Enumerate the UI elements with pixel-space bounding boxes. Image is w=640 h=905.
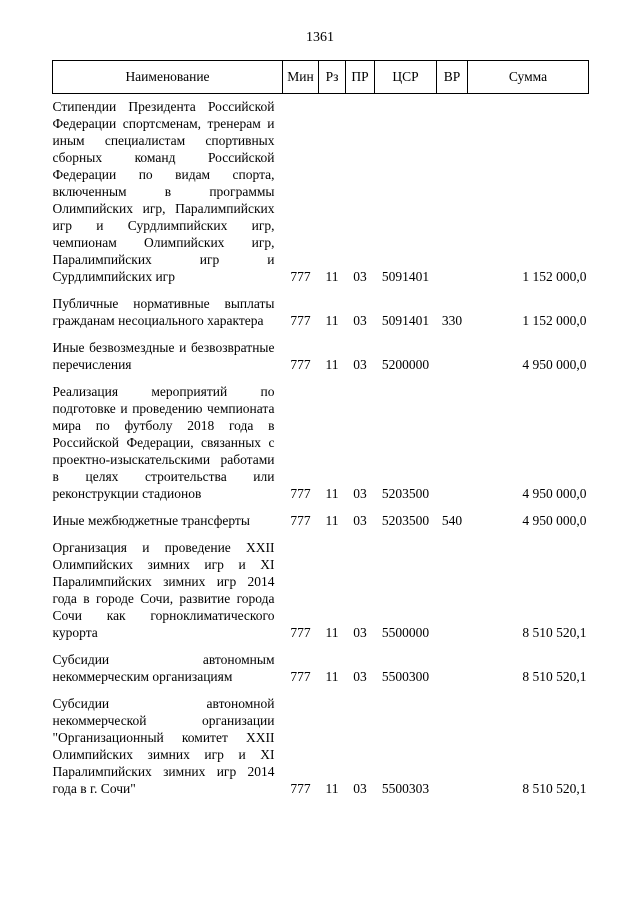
row-vr: 330	[441, 313, 463, 328]
row-summa: 8 510 520,1	[522, 781, 587, 796]
row-vr	[437, 647, 468, 691]
table-row	[53, 379, 589, 508]
table-header-row	[53, 61, 589, 94]
table-row	[53, 691, 589, 803]
row-summa: 4 950 000,0	[522, 357, 587, 372]
row-pr: 03	[353, 669, 367, 684]
row-rz: 11	[325, 357, 339, 372]
table-row	[53, 335, 589, 379]
row-vr	[437, 379, 468, 508]
row-pr: 03	[353, 625, 367, 640]
header-pr: ПР	[346, 61, 375, 94]
row-min: 777	[290, 269, 311, 284]
table-row	[53, 508, 589, 535]
page-number: 1361	[306, 30, 334, 45]
row-name: Публичные нормативные выплаты гражданам несоциального характера	[52, 296, 275, 328]
row-name: Иные межбюджетные трансферты	[52, 513, 250, 528]
row-name: Реализация мероприятий по подготовке и проведению чемпионата мира по футболу 2018 года в Российской Федерации, связанных с проектно-изыскательскими работами в целях строительства или реконструкции стадионов	[52, 384, 275, 501]
row-min: 777	[290, 625, 311, 640]
table-row	[53, 647, 589, 691]
header-vr: ВР	[437, 61, 468, 94]
row-min: 777	[290, 357, 311, 372]
row-min: 777	[290, 669, 311, 684]
row-rz: 11	[325, 669, 339, 684]
row-summa: 4 950 000,0	[522, 486, 587, 501]
row-pr: 03	[353, 781, 367, 796]
row-name: Субсидии автономным некоммерческим организациям	[52, 652, 275, 684]
row-vr	[437, 335, 468, 379]
row-csr: 5203500	[381, 513, 430, 528]
row-name: Стипендии Президента Российской Федерации спортсменам, тренерам и иным специалистам спортивных сборных команд Российской Федерации по видам спорта, включенным в программы Олимпийских игр, Паралимпийских игр и Сурдлимпийских игр, чемпионам Олимпийских игр, Паралимпийских игр и Сурдлимпийских игр	[52, 99, 275, 284]
row-vr: 540	[441, 513, 463, 528]
row-pr: 03	[353, 357, 367, 372]
row-csr: 5091401	[381, 269, 430, 284]
row-rz: 11	[325, 625, 339, 640]
header-min: Мин	[283, 61, 319, 94]
table-row	[53, 291, 589, 335]
row-pr: 03	[353, 486, 367, 501]
row-pr: 03	[353, 513, 367, 528]
row-rz: 11	[325, 313, 339, 328]
row-csr: 5500300	[381, 669, 430, 684]
row-rz: 11	[325, 269, 339, 284]
header-name: Наименование	[53, 61, 283, 94]
row-summa: 8 510 520,1	[522, 625, 587, 640]
row-rz: 11	[325, 781, 339, 796]
row-name: Организация и проведение XXII Олимпийских зимних игр и XI Паралимпийских зимних игр 2014 года в городе Сочи, развитие города Сочи как горноклиматического курорта	[52, 540, 275, 640]
table-row	[53, 94, 589, 292]
row-summa: 8 510 520,1	[522, 669, 587, 684]
row-name: Иные безвозмездные и безвозвратные перечисления	[52, 340, 275, 372]
row-min: 777	[290, 486, 311, 501]
row-csr: 5500000	[381, 625, 430, 640]
row-pr: 03	[353, 313, 367, 328]
row-min: 777	[290, 313, 311, 328]
row-csr: 5500303	[381, 781, 430, 796]
row-rz: 11	[325, 513, 339, 528]
row-min: 777	[290, 513, 311, 528]
row-vr	[437, 94, 468, 292]
row-csr: 5091401	[381, 313, 430, 328]
row-rz: 11	[325, 486, 339, 501]
header-rz: Рз	[319, 61, 346, 94]
row-pr: 03	[353, 269, 367, 284]
header-summa: Сумма	[468, 61, 589, 94]
header-csr: ЦСР	[375, 61, 437, 94]
row-min: 777	[290, 781, 311, 796]
row-vr	[437, 535, 468, 647]
row-csr: 5203500	[381, 486, 430, 501]
row-summa: 1 152 000,0	[522, 269, 587, 284]
row-vr	[437, 691, 468, 803]
table-row	[53, 535, 589, 647]
row-summa: 1 152 000,0	[522, 313, 587, 328]
row-csr: 5200000	[381, 357, 430, 372]
budget-table	[52, 60, 589, 803]
row-summa: 4 950 000,0	[522, 513, 587, 528]
row-name: Субсидии автономной некоммерческой организации "Организационный комитет XXII Олимпийских зимних игр и XI Паралимпийских зимних игр 2014 года в г. Сочи"	[52, 696, 275, 796]
